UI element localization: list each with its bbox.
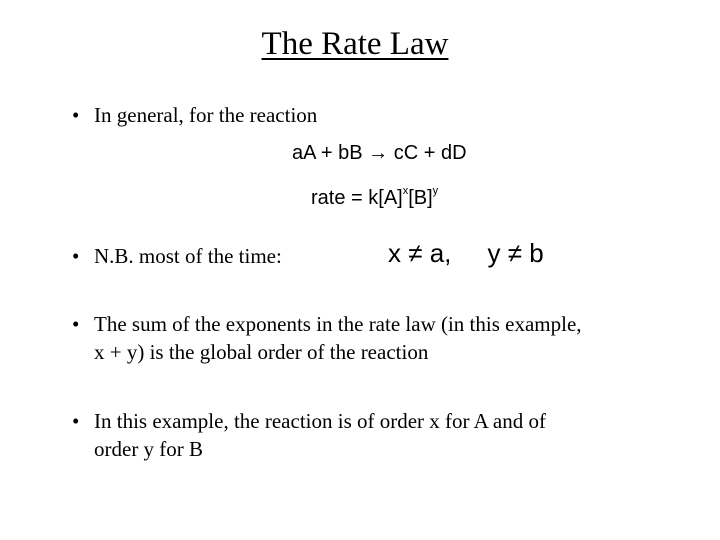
reaction-equation: aA + bB → cC + dD (292, 142, 467, 164)
bullet-text: In general, for the reaction (94, 103, 318, 127)
rate-exponent-y: y (432, 185, 439, 197)
bullet-text-line1: The sum of the exponents in the rate law (in this example, (94, 312, 582, 336)
inequalities-equation: x ≠ a, y ≠ b (388, 238, 544, 268)
bullet-dot: • (72, 103, 80, 127)
bullet-dot: • (72, 244, 80, 268)
rate-equation (311, 179, 438, 210)
rate-exponent-x: x (402, 185, 409, 197)
rate-equation-b: [B] (408, 187, 433, 209)
slide-title-text: The Rate Law (261, 26, 449, 62)
bullet-dot: • (72, 312, 80, 336)
bullet-text-line2: order y for B (94, 437, 204, 461)
slide-title (0, 24, 710, 64)
bullet-text-line2: x + y) is the global order of the reaction (94, 340, 429, 364)
bullet-dot: • (72, 409, 80, 433)
bullet-text: N.B. most of the time: (94, 244, 282, 268)
bullet-text-line1: In this example, the reaction is of order x for A and of (94, 409, 546, 433)
rate-equation-prefix: rate = k[A] (311, 187, 403, 209)
